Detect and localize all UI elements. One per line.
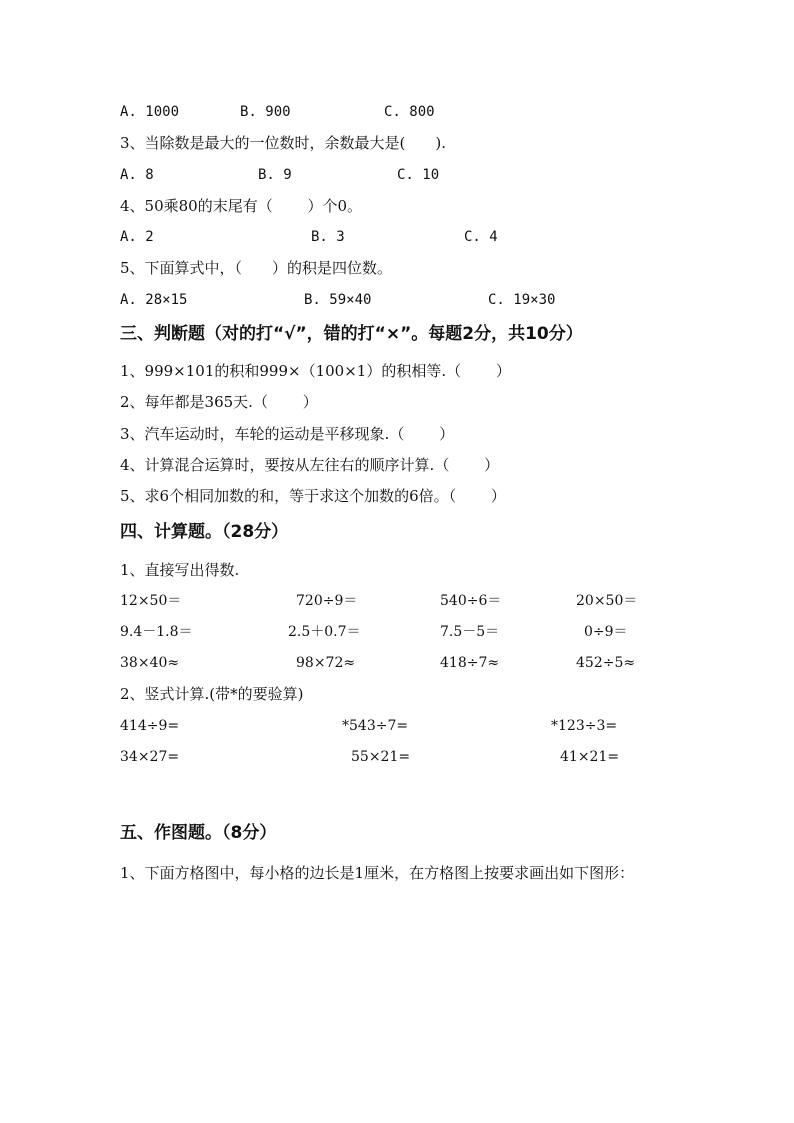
judgement-item-2: 2、每年都是365天.（ ）	[120, 393, 318, 411]
q3-option-c: C. 10	[397, 167, 440, 183]
q5-option-b: B. 59×40	[304, 292, 372, 308]
vertical-calc-item: 34×27=	[120, 749, 180, 765]
section-4-title: 四、计算题。（28分）	[120, 522, 289, 542]
vertical-calc-item: 55×21=	[351, 749, 411, 765]
q5-option-c: C. 19×30	[488, 292, 556, 308]
q4-option-a: A. 2	[120, 229, 154, 245]
oral-calc-item: 7.5－5＝	[440, 624, 500, 640]
q5-option-a: A. 28×15	[120, 292, 188, 308]
question-4: 4、50乘80的末尾有（ ）个0。	[120, 197, 363, 215]
oral-calc-item: 12×50＝	[120, 593, 182, 609]
judgement-item-5: 5、求6个相同加数的和，等于求这个加数的6倍。（ ）	[120, 487, 506, 505]
oral-calc-item: 2.5＋0.7＝	[288, 624, 361, 640]
oral-calc-item: 98×72≈	[296, 655, 356, 671]
q3-option-a: A. 8	[120, 167, 154, 183]
oral-calc-item: 452÷5≈	[576, 655, 636, 671]
calc-subquestion-2: 2、竖式计算.(带*的要验算)	[120, 685, 304, 703]
q2-option-a: A. 1000	[120, 104, 180, 120]
section-3-title: 三、判断题（对的打“√”，错的打“×”。每题2分，共10分）	[120, 324, 583, 344]
section-5-title: 五、作图题。（8分）	[120, 823, 277, 843]
oral-calc-item: 720÷9＝	[296, 593, 358, 609]
oral-calc-item: 418÷7≈	[440, 655, 500, 671]
q2-option-b: B. 900	[240, 104, 291, 120]
oral-calc-item: 20×50＝	[576, 593, 638, 609]
oral-calc-item: 0÷9＝	[584, 624, 628, 640]
oral-calc-item: 9.4－1.8＝	[120, 624, 193, 640]
q3-option-b: B. 9	[258, 167, 292, 183]
calc-subquestion-1: 1、直接写出得数.	[120, 561, 240, 579]
q4-option-b: B. 3	[311, 229, 345, 245]
vertical-calc-item: 414÷9=	[120, 718, 180, 734]
vertical-calc-item: *123÷3=	[551, 718, 618, 734]
oral-calc-item: 38×40≈	[120, 655, 180, 671]
judgement-item-3: 3、汽车运动时，车轮的运动是平移现象.（ ）	[120, 425, 455, 443]
question-3: 3、当除数是最大的一位数时，余数最大是( ).	[120, 134, 447, 152]
q4-option-c: C. 4	[464, 229, 498, 245]
q2-option-c: C. 800	[384, 104, 435, 120]
question-5: 5、下面算式中，（ ）的积是四位数。	[120, 259, 393, 277]
drawing-question-1: 1、下面方格图中，每小格的边长是1厘米，在方格图上按要求画出如下图形：	[120, 864, 635, 882]
oral-calc-item: 540÷6＝	[440, 593, 502, 609]
vertical-calc-item: *543÷7=	[342, 718, 409, 734]
judgement-item-1: 1、999×101的积和999×（100×1）的积相等.（ ）	[120, 362, 511, 380]
vertical-calc-item: 41×21=	[560, 749, 620, 765]
judgement-item-4: 4、计算混合运算时，要按从左往右的顺序计算.（ ）	[120, 456, 500, 474]
